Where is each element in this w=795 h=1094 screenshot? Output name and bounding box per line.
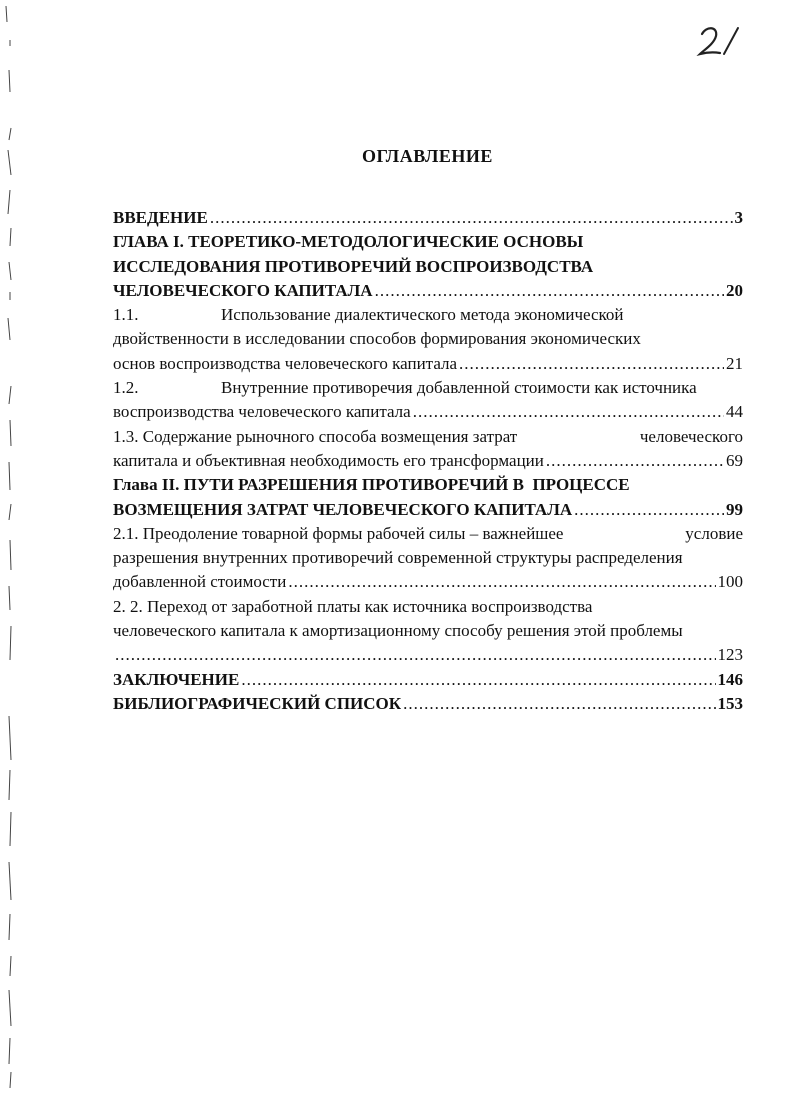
toc-entry-section-2-1-line3[interactable] (113, 570, 743, 594)
toc-entry-label: добавленной стоимости (113, 572, 287, 592)
section-number: 1.1. (113, 305, 139, 325)
toc-entry-bibliography[interactable] (113, 692, 743, 716)
page-title: ОГЛАВЛЕНИЕ (362, 146, 493, 166)
toc-entry-label: разрешения внутренних противоречий современной структуры распределения (113, 548, 683, 568)
handwritten-page-number (694, 20, 742, 60)
toc-entry-intro[interactable] (113, 206, 743, 230)
toc-entry-label: ЧЕЛОВЕЧЕСКОГО КАПИТАЛА (113, 280, 373, 300)
toc-entry-chapter2-line2[interactable] (113, 498, 743, 522)
toc-entry-section-1-2-line1[interactable] (113, 376, 743, 400)
toc-entry-label: ВОЗМЕЩЕНИЯ ЗАТРАТ ЧЕЛОВЕЧЕСКОГО КАПИТАЛА (113, 499, 573, 519)
toc-entry-label: БИБЛИОГРАФИЧЕСКИЙ СПИСОК (113, 693, 402, 713)
toc-entry-label: капитала и объективная необходимость его трансформации (113, 450, 544, 470)
toc-page-number: 100 (717, 572, 743, 592)
dot-leader (241, 668, 715, 692)
toc-entry-section-2-1-line1[interactable] (113, 522, 743, 546)
toc-page-number: 123 (717, 645, 743, 665)
toc-entry-label: двойственности в исследовании способов формирования экономических (113, 329, 641, 349)
table-of-contents (113, 206, 743, 716)
toc-entry-section-2-2-line2[interactable] (113, 619, 743, 643)
dot-leader (546, 449, 724, 473)
dot-leader (459, 352, 724, 376)
toc-page-number: 44 (726, 402, 743, 422)
toc-entry-section-1-1-line2[interactable] (113, 327, 743, 351)
toc-entry-conclusion[interactable] (113, 668, 743, 692)
toc-entry-label: ЗАКЛЮЧЕНИЕ (113, 669, 240, 689)
toc-entry-label: Глава II. ПУТИ РАЗРЕШЕНИЯ ПРОТИВОРЕЧИЙ В ПРОЦЕССЕ (113, 475, 630, 495)
toc-entry-chapter1-line1[interactable] (113, 230, 743, 254)
toc-entry-chapter1-line2[interactable] (113, 255, 743, 279)
toc-entry-section-2-2-line1[interactable] (113, 595, 743, 619)
toc-page-number: 21 (726, 353, 743, 373)
toc-page-number: 20 (726, 280, 743, 300)
toc-entry-label: ГЛАВА I. ТЕОРЕТИКО-МЕТОДОЛОГИЧЕСКИЕ ОСНОВЫ (113, 232, 584, 252)
toc-page-number: 146 (717, 669, 743, 689)
toc-entry-label: основ воспроизводства человеческого капитала (113, 353, 458, 373)
handwritten-page-number-mark (694, 20, 742, 60)
toc-entry-label: человеческого капитала к амортизационному способу решения этой проблемы (113, 621, 683, 641)
toc-entry-section-2-1-line2[interactable] (113, 546, 743, 570)
dot-leader (413, 400, 724, 424)
toc-entry-chapter2-line1[interactable] (113, 473, 743, 497)
toc-entry-label: Внутренние противоречия добавленной стоимости как источника (221, 378, 697, 398)
toc-entry-label: 2.1. Преодоление товарной формы рабочей силы – важнейшее (113, 523, 564, 543)
toc-entry-label: воспроизводства человеческого капитала (113, 402, 411, 422)
dot-leader (288, 570, 715, 594)
toc-entry-label-continued: условие (685, 523, 743, 543)
toc-entry-label: ИССЛЕДОВАНИЯ ПРОТИВОРЕЧИЙ ВОСПРОИЗВОДСТВА (113, 256, 594, 276)
toc-entry-label: ВВЕДЕНИЕ (113, 208, 208, 227)
toc-entry-section-1-1-line1[interactable] (113, 303, 743, 327)
dot-leader (115, 643, 716, 667)
toc-entry-chapter1-line3[interactable] (113, 279, 743, 303)
dot-leader (574, 498, 724, 522)
section-number: 1.2. (113, 378, 139, 398)
toc-entry-section-1-3-line1[interactable] (113, 425, 743, 449)
toc-entry-section-1-1-line3[interactable] (113, 352, 743, 376)
toc-entry-section-1-3-line2[interactable] (113, 449, 743, 473)
toc-page-number: 99 (726, 499, 743, 519)
dot-leader (375, 279, 724, 303)
toc-entry-label: 1.3. Содержание рыночного способа возмещения затрат (113, 426, 518, 446)
dot-leader (210, 206, 733, 230)
toc-entry-label: 2. 2. Переход от заработной платы как источника воспроизводства (113, 596, 593, 616)
toc-page-number: 153 (717, 693, 743, 713)
dot-leader (403, 692, 715, 716)
toc-page-number: 69 (726, 450, 743, 470)
toc-entry-section-2-2-line3[interactable] (113, 643, 743, 667)
toc-entry-label: Использование диалектического метода экономической (221, 305, 624, 325)
toc-page-number: 3 (734, 208, 743, 227)
toc-entry-section-1-2-line2[interactable] (113, 400, 743, 424)
toc-entry-label-continued: человеческого (639, 426, 743, 446)
